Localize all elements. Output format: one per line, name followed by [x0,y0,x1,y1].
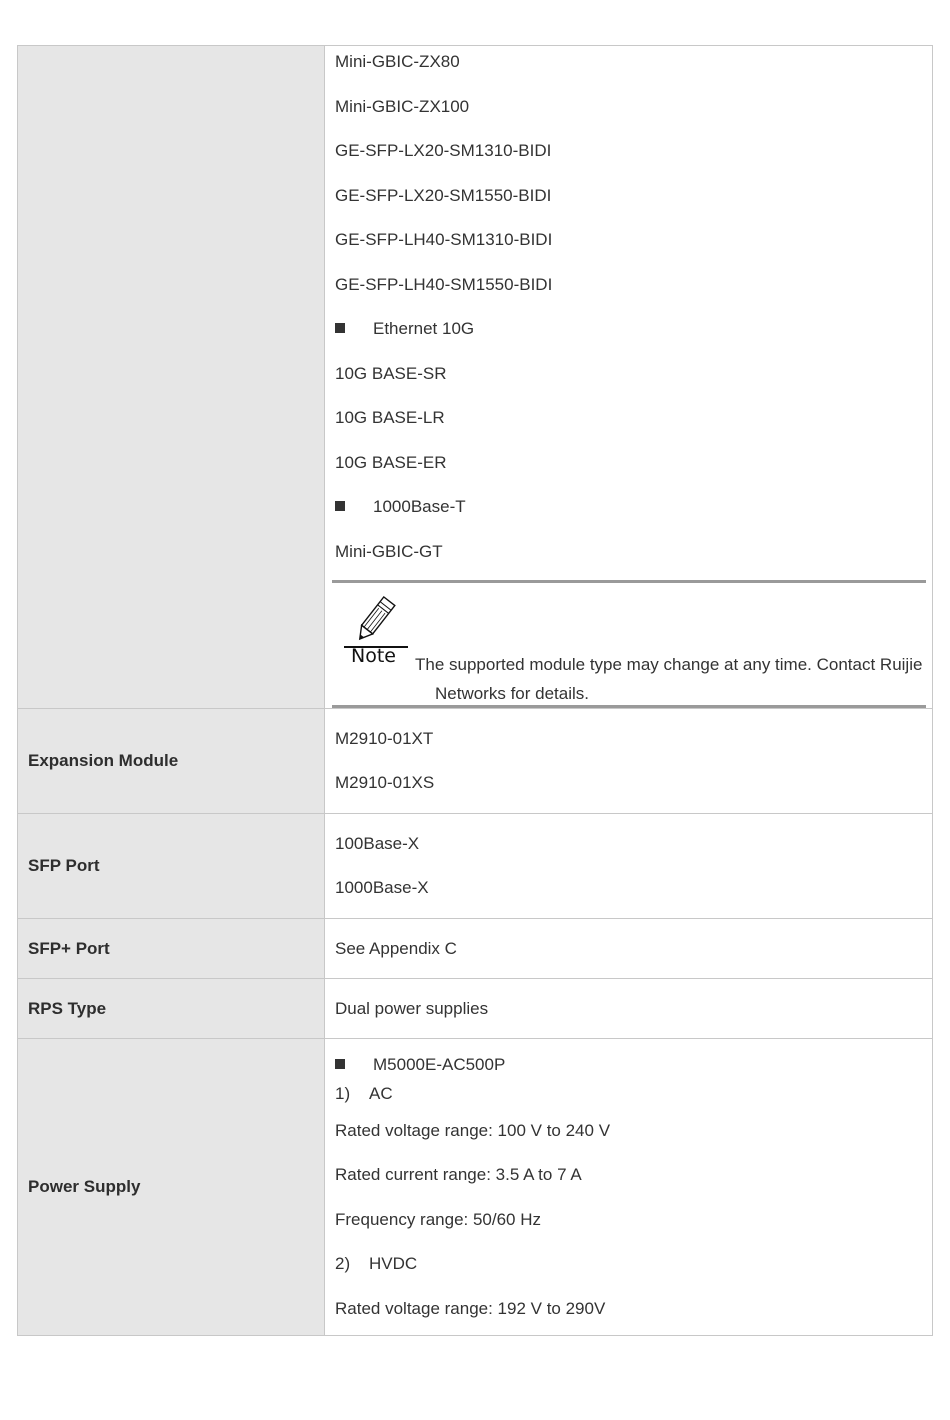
square-bullet-icon [335,323,345,333]
value-text: Rated current range: 3.5 A to 7 A [335,1165,582,1184]
power-type: HVDC [369,1254,418,1273]
list-item [335,828,926,873]
row-label: Power Supply [18,1039,325,1336]
row-value: Dual power supplies [325,979,933,1039]
list-heading [335,1248,926,1293]
list-item [335,91,926,136]
list-item [335,872,926,904]
list-number: 2) [335,1254,351,1273]
label-cell-empty [18,46,325,709]
module-name: 10G BASE-SR [335,363,447,383]
list-heading [335,1079,926,1115]
list-item [335,536,926,581]
note-text [415,650,930,708]
list-item [335,1115,926,1160]
table-row-power-supply [18,1039,933,1336]
square-bullet-icon [335,501,345,511]
module-list [335,46,926,580]
list-item [335,358,926,403]
row-value [325,1039,933,1336]
table-row-rps-type [18,979,933,1039]
spec-table [17,45,933,1336]
note-label: Note [351,645,396,667]
power-type: AC [369,1083,393,1103]
list-item [335,269,926,314]
list-item [335,447,926,492]
row-value [325,814,933,919]
row-label: RPS Type [18,979,325,1039]
power-model: M5000E-AC500P [373,1054,506,1074]
module-name: GE-SFP-LH40-SM1310-BIDI [335,230,553,249]
module-list-cell [325,46,933,709]
list-item [335,767,926,799]
note-text-line: Networks for details. [435,684,589,703]
list-number: 1) [335,1083,351,1103]
list-heading [335,1050,926,1079]
row-value [325,709,933,814]
list-item [335,224,926,269]
module-category: 1000Base-T [373,497,466,516]
row-value: See Appendix C [325,919,933,979]
value-text: 1000Base-X [335,878,429,898]
list-item [335,135,926,180]
row-label: Expansion Module [18,709,325,814]
value-text: Rated voltage range: 192 V to 290V [335,1298,606,1318]
value-text: M2910-01XT [335,728,434,748]
module-name: GE-SFP-LX20-SM1550-BIDI [335,185,552,205]
table-row-sfp-port [18,814,933,919]
list-item [335,723,926,768]
list-item [335,402,926,447]
list-heading [335,313,926,358]
module-name: Mini-GBIC-ZX100 [335,96,470,116]
value-text: Rated voltage range: 100 V to 240 V [335,1120,611,1140]
note-text-line: The supported module type may change at any time. Contact Ruijie [415,655,923,674]
value-text: 100Base-X [335,833,420,853]
value-text: M2910-01XS [335,773,435,793]
list-heading [335,491,926,536]
list-item [335,1293,926,1325]
table-row-sfp-plus-port [18,919,933,979]
list-item [335,1204,926,1249]
module-name: 10G BASE-LR [335,408,445,427]
module-name: Mini-GBIC-GT [335,541,443,561]
module-name: Mini-GBIC-ZX80 [335,52,460,71]
value-text: Frequency range: 50/60 Hz [335,1209,542,1229]
square-bullet-icon [335,1059,345,1069]
row-label: SFP Port [18,814,325,919]
module-name: 10G BASE-ER [335,452,447,472]
module-name: GE-SFP-LX20-SM1310-BIDI [335,141,552,160]
note-box [332,580,926,708]
module-category: Ethernet 10G [373,319,475,338]
list-item [335,180,926,225]
table-row-module-continued [18,46,933,709]
list-item [335,1159,926,1204]
list-item [335,46,926,91]
table-row-expansion-module [18,709,933,814]
module-name: GE-SFP-LH40-SM1550-BIDI [335,274,553,294]
row-label: SFP+ Port [18,919,325,979]
